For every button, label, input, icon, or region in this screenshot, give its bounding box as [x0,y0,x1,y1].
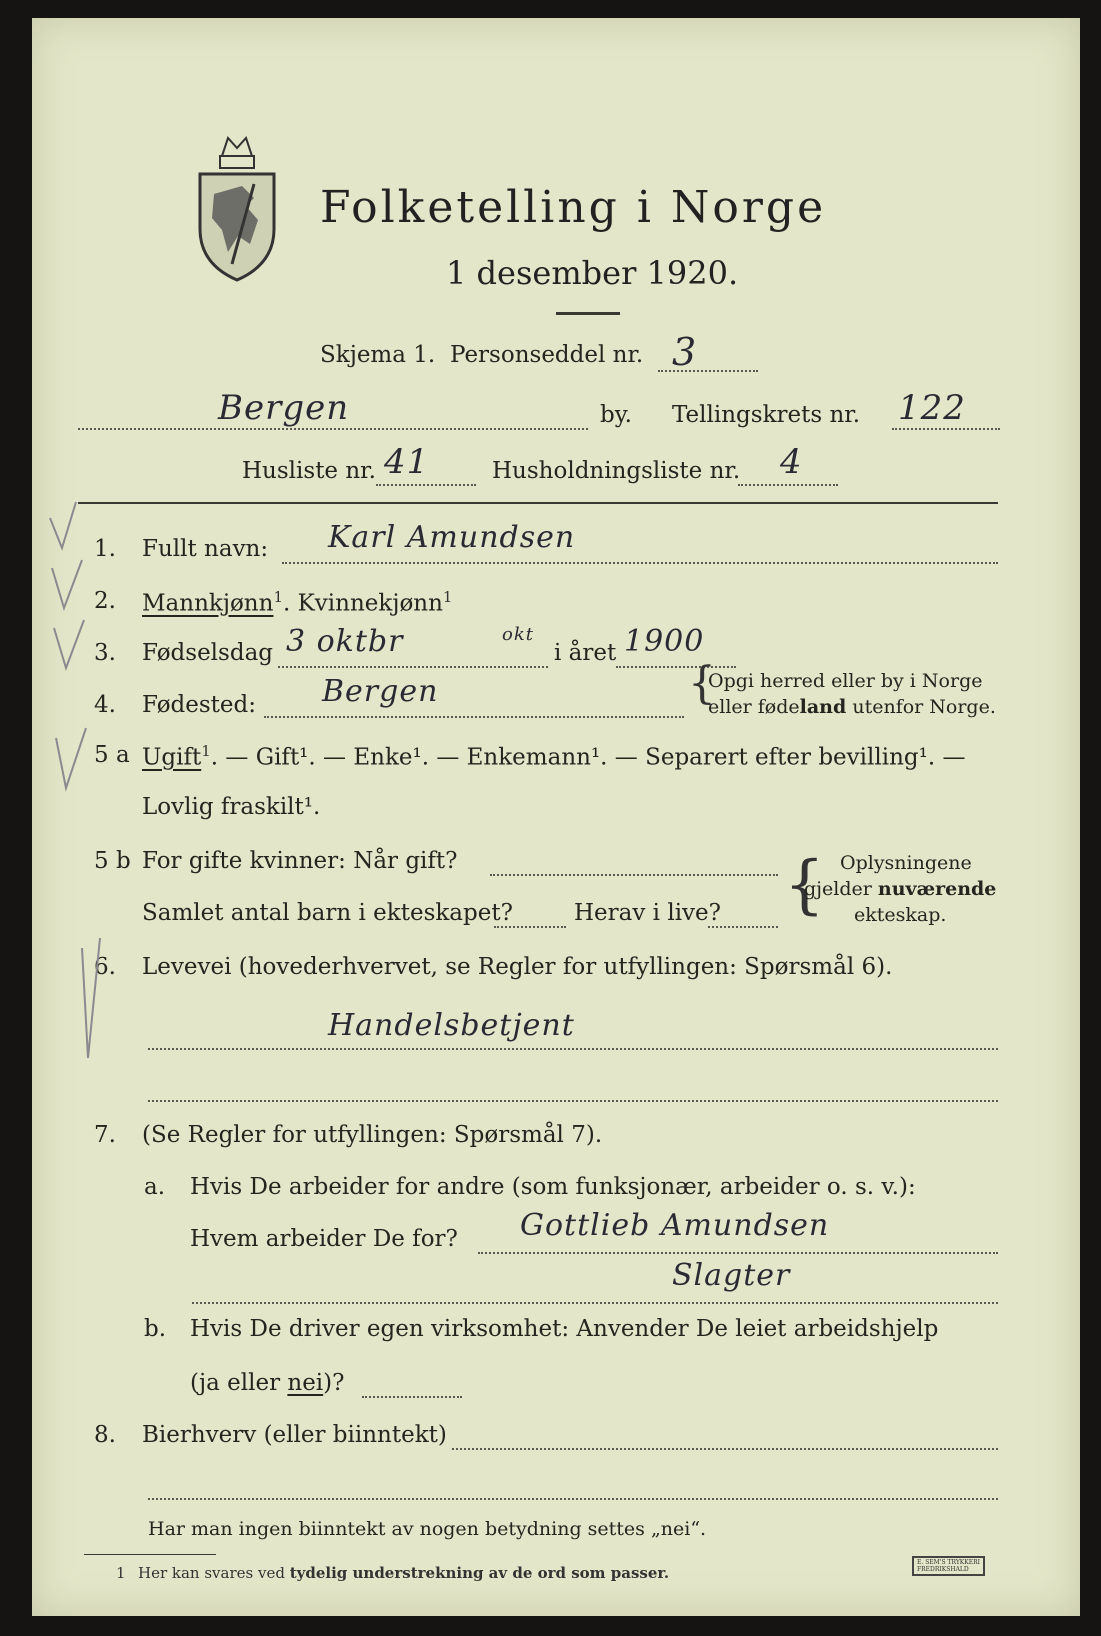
birthdate-correction: okt [502,624,534,645]
q3-number: 3. [94,640,116,666]
q4-note-line2: eller fødeland utenfor Norge. [708,696,996,718]
census-form-page [32,18,1080,1616]
q1-label: Fullt navn: [142,536,269,562]
q1-number: 1. [94,536,116,562]
children-alive-line [708,926,778,928]
form-title: Folketelling i Norge [320,182,827,233]
city-line [78,428,588,430]
q7b-letter: b. [144,1316,167,1342]
q2-options: Mannkjønn$^1$. Kvinnekjønn$^1$ [142,588,453,617]
full-name-value[interactable]: Karl Amundsen [328,520,576,555]
husliste-value[interactable]: 41 [384,442,430,482]
husliste-label: Husliste nr. [242,458,376,484]
birth-year-value[interactable]: 1900 [624,624,705,659]
birthplace-line [264,716,684,718]
q3-label: Fødselsdag [142,640,274,666]
nei-option[interactable]: nei [287,1370,324,1396]
footnote-number: 1 [116,1564,126,1582]
birthplace-value[interactable]: Bergen [322,674,439,709]
q5b-brace: { [784,848,825,922]
birth-year-line [616,666,736,668]
census-date: 1 desember 1920. [446,254,739,292]
footnote-text: Her kan svares ved tydelig understrekning av de ord som passer. [138,1564,670,1582]
q4-brace: { [688,658,716,709]
full-name-line [282,562,998,564]
by-label: by. [600,402,632,428]
employer-value[interactable]: Gottlieb Amundsen [520,1208,830,1243]
tellingskrets-label: Tellingskrets nr. [672,402,861,428]
margin-check-marks-icon [42,498,102,1058]
q4-number: 4. [94,692,116,718]
tellingskrets-value[interactable]: 122 [898,388,966,428]
q8-number: 8. [94,1422,116,1448]
q5a-options: Ugift$^1$. — Gift¹. — Enke¹. — Enkemann¹. — Separert efter bevilling¹. — [142,742,966,771]
q7a-line1: Hvis De arbeider for andre (som funksjonær, arbeider o. s. v.): [190,1174,916,1200]
herav-label: Herav i live? [574,900,721,926]
husholdning-line [738,484,838,486]
personseddel-value[interactable]: 3 [672,330,698,374]
title-divider [556,312,620,315]
q6-number: 6. [94,954,116,980]
printer-stamp: E. SEM'S TRYKKERI FREDRIKSHALD [912,1556,985,1576]
occupation-line-2 [148,1100,998,1102]
employer-line-2 [192,1302,998,1304]
skjema-label: Skjema 1. [320,342,436,368]
coat-of-arms-icon [192,134,282,284]
husliste-line [376,484,476,486]
header-separator [78,502,998,504]
q5b-line2: Samlet antal barn i ekteskapet? [142,900,513,926]
q2-number: 2. [94,588,116,614]
q5a-options-line2: Lovlig fraskilt¹. [142,794,321,820]
city-value[interactable]: Bergen [218,388,350,428]
children-count-line [494,926,566,928]
occupation-value[interactable]: Handelsbetjent [328,1008,575,1043]
nei-instruction: Har man ingen biinntekt av nogen betydning settes „nei“. [148,1518,707,1540]
male-option[interactable]: Mannkjønn [142,590,274,617]
husholdning-value[interactable]: 4 [780,442,803,482]
q7-label: (Se Regler for utfyllingen: Spørsmål 7). [142,1122,603,1148]
birthdate-line [278,666,548,668]
married-when-line [490,874,778,876]
q5b-line1: For gifte kvinner: Når gift? [142,848,458,874]
occupation-line [148,1048,998,1050]
year-label: i året [554,640,617,666]
q7b-line1: Hvis De driver egen virksomhet: Anvender De leiet arbeidshjelp [190,1316,939,1342]
tellingskrets-line [892,428,1000,430]
q5b-note1: Oplysningene [840,852,972,874]
husholdning-label: Husholdningsliste nr. [492,458,741,484]
side-income-line [452,1448,998,1450]
side-income-line-2 [148,1498,998,1500]
q7a-line2: Hvem arbeider De for? [190,1226,458,1252]
personseddel-line [658,370,758,372]
q5b-number: 5 b [94,848,131,874]
q7-number: 7. [94,1122,116,1148]
footnote-rule [84,1554,216,1555]
q7a-letter: a. [144,1174,166,1200]
q5b-note2: gjelder nuværende [804,878,997,900]
q4-label: Fødested: [142,692,257,718]
female-option[interactable]: Kvinnekjønn [297,590,443,617]
q5b-note3: ekteskap. [854,904,947,926]
hired-help-line [362,1396,462,1398]
q6-label: Levevei (hovederhvervet, se Regler for utfyllingen: Spørsmål 6). [142,954,893,980]
birthdate-value[interactable]: 3 oktbr [286,624,404,659]
ugift-option[interactable]: Ugift [142,744,202,771]
personseddel-label: Personseddel nr. [450,342,644,368]
q4-note-line1: Opgi herred eller by i Norge [708,670,983,692]
employer-trade-value[interactable]: Slagter [672,1258,791,1293]
q8-label: Bierhverv (eller biinntekt) [142,1422,447,1448]
employer-line [478,1252,998,1254]
q5a-number: 5 a [94,742,130,768]
q7b-line2: (ja eller nei)? [190,1370,345,1396]
